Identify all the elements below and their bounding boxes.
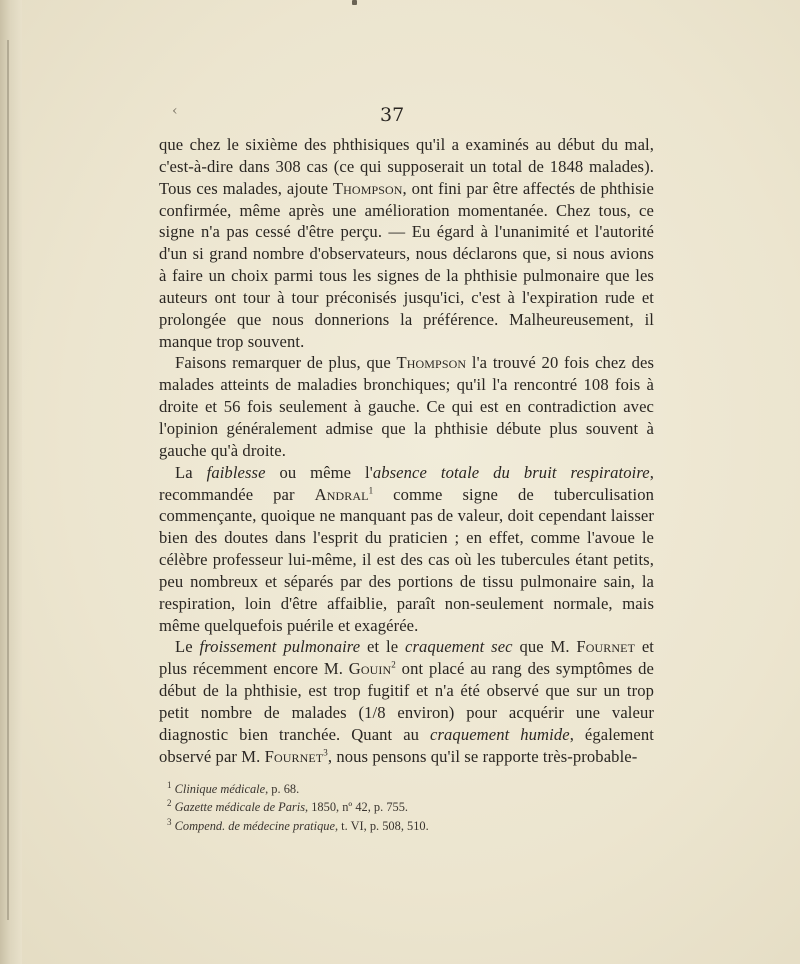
italic-term: craquement sec — [405, 637, 513, 657]
footnote-1: $^1$ Clinique médicale, p. 68. — [167, 779, 300, 796]
author-name: Andral — [314, 484, 369, 504]
top-ink-mark — [352, 0, 357, 5]
italic-term: absence totale du bruit respiratoire — [372, 462, 650, 482]
footnote-title: Gazette médicale de Paris — [174, 800, 306, 815]
footnote-2: $^2$ Gazette médicale de Paris, 1850, nº 42, p. 755. — [167, 798, 408, 815]
paragraph-2: Faisons remarquer de plus, que Thompson l'a trouvé 20 fois chez des malades atteints de maladies bronchiques; qu'il l'a rencontré 108 fois à droite et 56 fois seulement à gauche. Ce qui est en contradiction avec l'opinion généralement admise que la phthisie débute plus souvent à gauche qu'à droite. — [159, 353, 654, 460]
italic-term: craquement humide — [430, 724, 570, 744]
italic-term: faiblesse — [206, 462, 266, 482]
footnote-title: Compend. de médecine pratique — [174, 818, 335, 833]
corner-mark: ‹ — [172, 103, 178, 119]
footnote-ref: 3 — [323, 747, 328, 758]
footnote-title: Clinique médicale — [174, 782, 266, 796]
author-name: Thompson — [396, 353, 467, 373]
binding-shadow-line — [7, 40, 9, 920]
italic-term: froissement pulmonaire — [199, 637, 361, 657]
paragraph-1: que chez le sixième des phthisiques qu'il a examinés au début du mal, c'est-à-dire dans 308 cas (ce qui supposerait un total de 1848 malades). Tous ces malades, ajoute Thompson, ont fini par être affectés de phthisie confirmée, même après une amélioration momentanée. Chez tous, ce signe n'a pas cessé d'être perçu. — Eu égard à l'unanimité et l'autorité d'un si grand nombre d'observateurs, nous déclarons que, si nous avions à faire un choix parmi tous les signes de la phthisie pulmonaire que les auteurs ont tour à tour préconisés jusqu'ici, c'est à l'expiration rude et prolongée que nous donnerions la préférence. Malheureusement, il manque trop souvent. — [159, 135, 654, 351]
paragraph-3: La faiblesse ou même l'absence totale du bruit respiratoire, recommandée par Andral$^1$ comme signe de tuberculisation commençante, quoique ne manquant pas de valeur, doit cependant laisser bien des doutes dans l'esprit du praticien ; en effet, comme l'avoue le célèbre professeur lui-même, il est des cas où les tubercules étant petits, peu nombreux et séparés par des portions de tissu pulmonaire sain, la respiration, loin d'être affaiblie, paraît non-seulement normale, mais même quelquefois puérile et exagérée. — [159, 462, 655, 635]
author-name: Fournet — [264, 746, 324, 766]
paragraph-4: Le froissement pulmonaire et le craquement sec que M. Fournet et plus récemment encore M. Gouin$^2$ ont placé au rang des symptômes de début de la phthisie, est trop fugitif et n'a été observé que sur un trop petit nombre de malades (1/8 environ) pour acquérir une valeur diagnostic bien tranchée. Quant au craquement humide, également observé par M. Fournet$^3$, nous pensons qu'il se rapporte très-probable- — [159, 637, 654, 766]
author-name: Thompson — [332, 178, 403, 198]
page-binding-edge — [0, 0, 22, 964]
page-number: 37 — [380, 104, 405, 126]
body-text — [159, 134, 654, 767]
footnote-3: $^3$ Compend. de médecine pratique, t. VI, p. 508, 510. — [167, 816, 429, 833]
author-name: Fournet — [576, 637, 636, 657]
footnote-ref: 1 — [368, 484, 374, 495]
footnotes — [167, 780, 627, 835]
author-name: Gouin — [348, 659, 392, 679]
footnote-ref: 2 — [391, 659, 396, 670]
